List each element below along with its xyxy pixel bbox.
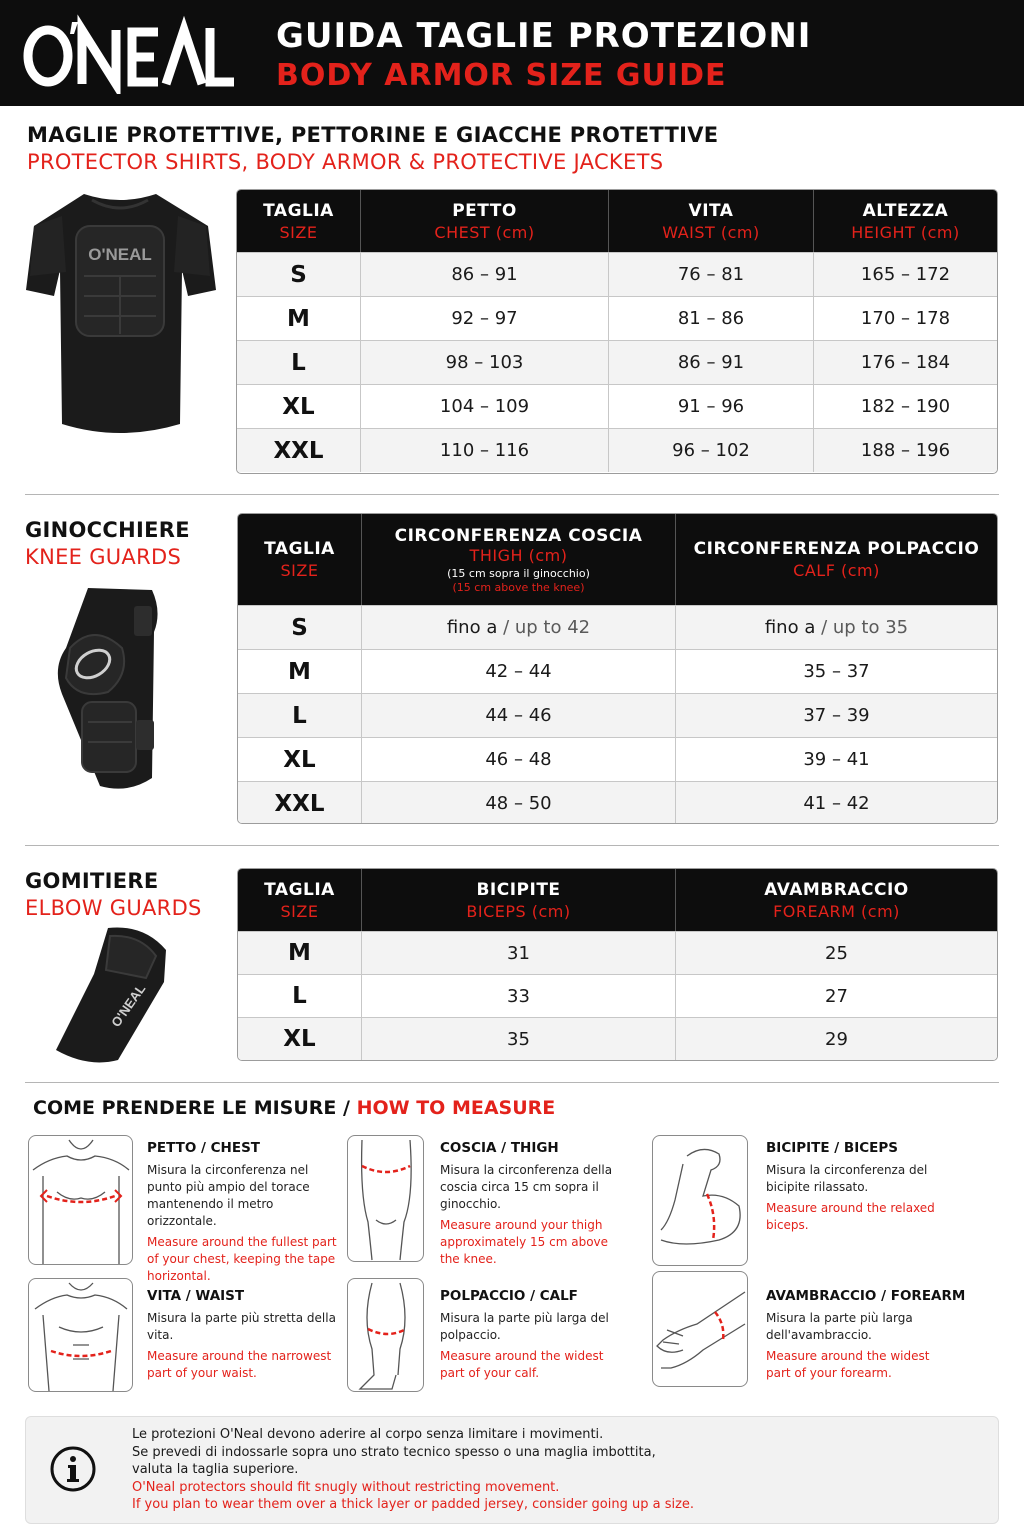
chest-instructions xyxy=(147,1140,337,1285)
calf-cell: 35 – 37 xyxy=(803,661,870,682)
table-header xyxy=(238,514,997,605)
fit-info-box xyxy=(25,1416,999,1524)
biceps-cell: 33 xyxy=(362,975,676,1017)
thigh-instructions xyxy=(440,1140,630,1268)
forearm-instructions xyxy=(766,1288,966,1382)
oneal-logo xyxy=(20,14,240,94)
size-cell: XL xyxy=(238,738,362,781)
height-cell: 165 – 172 xyxy=(860,264,951,285)
header-bar xyxy=(0,0,1024,106)
table-row xyxy=(238,693,997,737)
thigh-cell: 46 – 48 xyxy=(362,738,676,781)
chest-text-it: Misura la circonferenza nel punto più ampio del torace mantenendo il metro orizzontale. xyxy=(147,1163,310,1228)
col-label-it: CIRCONFERENZA COSCIA xyxy=(394,525,643,546)
protector-shirt-image xyxy=(22,186,218,444)
elbow-title-it: GOMITIERE xyxy=(25,869,159,893)
col-biceps xyxy=(362,869,676,931)
forearm-figure-card xyxy=(652,1271,748,1387)
calf-text-en: Measure around the widest part of your calf. xyxy=(440,1349,604,1380)
col-label-en: SIZE xyxy=(279,222,318,242)
size-cell: L xyxy=(238,975,362,1017)
col-label-it: AVAMBRACCIO xyxy=(764,879,909,900)
size-cell: XL xyxy=(238,1018,362,1060)
biceps-figure-icon xyxy=(653,1136,749,1267)
chest-cell: 98 – 103 xyxy=(361,341,609,384)
col-label-en: SIZE xyxy=(280,561,319,580)
size-cell: L xyxy=(238,694,362,737)
forearm-cell: 25 xyxy=(825,942,848,964)
svg-text:O'NEAL: O'NEAL xyxy=(88,245,152,264)
col-note-it: (15 cm sopra il ginocchio) xyxy=(447,566,590,580)
col-waist xyxy=(609,190,814,252)
thigh-cell xyxy=(362,606,676,649)
biceps-instructions xyxy=(766,1140,956,1234)
table-body xyxy=(238,605,997,824)
col-label-en: SIZE xyxy=(280,901,319,921)
section-divider xyxy=(25,494,999,495)
biceps-text-it: Misura la circonferenza del bicipite rilassato. xyxy=(766,1163,928,1194)
calf-cell: 39 – 41 xyxy=(803,749,870,770)
elbow-title-en: ELBOW GUARDS xyxy=(25,896,202,920)
col-label-it: TAGLIA xyxy=(264,879,335,900)
thigh-figure-card xyxy=(347,1135,424,1262)
col-label-en: HEIGHT (cm) xyxy=(851,222,960,242)
table-row xyxy=(238,737,997,781)
size-cell: S xyxy=(237,253,361,296)
calf-figure-card xyxy=(347,1278,424,1392)
waist-cell: 91 – 96 xyxy=(609,385,814,428)
calf-cell: 41 – 42 xyxy=(803,793,870,814)
table-row xyxy=(237,340,997,384)
size-cell: XXL xyxy=(238,782,362,824)
col-label-en: THIGH (cm) xyxy=(469,545,568,565)
biceps-cell: 35 xyxy=(362,1018,676,1060)
chest-figure-icon xyxy=(29,1136,134,1266)
knee-title-en: KNEE GUARDS xyxy=(25,545,182,569)
col-note-en: (15 cm above the knee) xyxy=(452,580,585,594)
thigh-text-en: Measure around your thigh approximately 15 cm above the knee. xyxy=(440,1218,609,1266)
chest-text-en: Measure around the fullest part of your chest, keeping the tape horizontal. xyxy=(147,1235,337,1283)
measure-title xyxy=(33,1097,555,1119)
calf-cell xyxy=(676,606,997,649)
table-row xyxy=(238,1017,997,1060)
table-row xyxy=(237,252,997,296)
col-label-it: ALTEZZA xyxy=(862,200,949,221)
height-cell: 182 – 190 xyxy=(860,396,951,417)
svg-text:O'NEAL: O'NEAL xyxy=(108,981,149,1030)
calf-figure-icon xyxy=(348,1279,425,1393)
biceps-figure-card xyxy=(652,1135,748,1266)
chest-cell: 92 – 97 xyxy=(361,297,609,340)
col-calf xyxy=(676,514,997,605)
header-title-en: BODY ARMOR SIZE GUIDE xyxy=(276,58,727,93)
waist-text-en: Measure around the narrowest part of your waist. xyxy=(147,1349,332,1380)
waist-cell: 81 – 86 xyxy=(609,297,814,340)
calf-heading: POLPACCIO / CALF xyxy=(440,1288,578,1304)
col-label-en: CHEST (cm) xyxy=(434,222,535,242)
size-cell: S xyxy=(238,606,362,649)
waist-text-it: Misura la parte più stretta della vita. xyxy=(147,1311,336,1342)
info-line-it-2: Se prevedi di indossarle sopra uno strato tecnico spesso o una maglia imbottita, xyxy=(132,1444,656,1460)
info-line-it-3: valuta la taglia superiore. xyxy=(132,1462,299,1477)
thigh-prefix: fino a xyxy=(446,617,498,638)
thigh-heading: COSCIA / THIGH xyxy=(440,1140,559,1156)
col-label-it: BICIPITE xyxy=(476,879,561,900)
waist-cell: 76 – 81 xyxy=(609,253,814,296)
info-line-en-2: If you plan to wear them over a thick layer or padded jersey, consider going up a size. xyxy=(132,1497,695,1512)
col-size xyxy=(237,190,361,252)
calf-prefix: fino a xyxy=(764,617,816,638)
shirts-title-en: PROTECTOR SHIRTS, BODY ARMOR & PROTECTIVE JACKETS xyxy=(27,150,664,174)
elbow-guard-image xyxy=(48,922,178,1068)
table-header xyxy=(238,869,997,931)
table-body xyxy=(238,931,997,1060)
col-label-it: VITA xyxy=(688,200,734,221)
biceps-text-en: Measure around the relaxed biceps. xyxy=(766,1201,935,1232)
table-row xyxy=(237,384,997,428)
col-size xyxy=(238,514,362,605)
col-label-en: BICEPS (cm) xyxy=(466,901,571,921)
calf-cell: 37 – 39 xyxy=(803,705,870,726)
size-cell: M xyxy=(237,297,361,340)
table-row xyxy=(238,974,997,1017)
table-row xyxy=(238,605,997,649)
info-line-en-1: O'Neal protectors should fit snugly without restricting movement. xyxy=(132,1479,560,1495)
elbow-size-table xyxy=(237,868,998,1061)
table-row xyxy=(237,296,997,340)
table-row xyxy=(238,649,997,693)
height-cell: 176 – 184 xyxy=(860,352,951,373)
biceps-cell: 31 xyxy=(362,932,676,974)
chest-cell: 110 – 116 xyxy=(361,429,609,472)
forearm-heading: AVAMBRACCIO / FOREARM xyxy=(766,1288,966,1304)
info-text xyxy=(132,1426,694,1514)
col-forearm xyxy=(676,869,997,931)
table-header xyxy=(237,190,997,252)
shirts-size-table xyxy=(236,189,998,474)
measure-title-it: COME PRENDERE LE MISURE / xyxy=(33,1097,350,1119)
chest-heading: PETTO / CHEST xyxy=(147,1140,261,1156)
knee-title-it: GINOCCHIERE xyxy=(25,518,190,542)
section-divider xyxy=(25,1082,999,1083)
table-row xyxy=(237,428,997,472)
thigh-cell: 44 – 46 xyxy=(362,694,676,737)
size-cell: XXL xyxy=(237,429,361,472)
forearm-text-en: Measure around the widest part of your forearm. xyxy=(766,1349,930,1380)
forearm-text-it: Misura la parte più larga dell'avambraccio. xyxy=(766,1311,913,1342)
col-label-en: WAIST (cm) xyxy=(662,222,760,242)
table-row xyxy=(238,781,997,824)
calf-text-it: Misura la parte più larga del polpaccio. xyxy=(440,1311,609,1342)
table-body xyxy=(237,252,997,472)
forearm-figure-icon xyxy=(653,1272,749,1388)
height-cell: 188 – 196 xyxy=(860,440,951,461)
chest-cell: 104 – 109 xyxy=(361,385,609,428)
chest-cell: 86 – 91 xyxy=(361,253,609,296)
info-icon xyxy=(50,1446,96,1492)
shirts-title-it: MAGLIE PROTETTIVE, PETTORINE E GIACCHE PROTETTIVE xyxy=(27,123,719,147)
biceps-heading: BICIPITE / BICEPS xyxy=(766,1140,898,1156)
col-size xyxy=(238,869,362,931)
chest-figure-card xyxy=(28,1135,133,1265)
col-label-it: CIRCONFERENZA POLPACCIO xyxy=(693,539,980,559)
size-cell: XL xyxy=(237,385,361,428)
waist-cell: 86 – 91 xyxy=(609,341,814,384)
col-label-it: TAGLIA xyxy=(263,200,334,221)
size-cell: M xyxy=(238,932,362,974)
thigh-figure-icon xyxy=(348,1136,425,1263)
size-cell: M xyxy=(238,650,362,693)
waist-figure-icon xyxy=(29,1279,134,1393)
forearm-cell: 29 xyxy=(825,1028,848,1050)
thigh-cell: 48 – 50 xyxy=(362,782,676,824)
thigh-cell: 42 – 44 xyxy=(362,650,676,693)
height-cell: 170 – 178 xyxy=(860,308,951,329)
col-label-it: PETTO xyxy=(452,200,517,221)
col-label-it: TAGLIA xyxy=(264,539,335,559)
col-chest xyxy=(361,190,609,252)
info-line-it-1: Le protezioni O'Neal devono aderire al corpo senza limitare i movimenti. xyxy=(132,1427,604,1442)
waist-cell: 96 – 102 xyxy=(609,429,814,472)
size-cell: L xyxy=(237,341,361,384)
col-label-en: FOREARM (cm) xyxy=(773,901,900,921)
waist-figure-card xyxy=(28,1278,133,1392)
header-title-it: GUIDA TAGLIE PROTEZIONI xyxy=(276,16,812,56)
thigh-suffix: / up to 42 xyxy=(503,617,591,638)
measure-title-en: HOW TO MEASURE xyxy=(356,1097,556,1119)
col-thigh xyxy=(362,514,676,605)
col-label-en: CALF (cm) xyxy=(793,561,880,580)
calf-suffix: / up to 35 xyxy=(821,617,909,638)
knee-guard-image xyxy=(48,582,166,796)
section-divider xyxy=(25,845,999,846)
knee-size-table xyxy=(237,513,998,824)
calf-instructions xyxy=(440,1288,630,1382)
thigh-text-it: Misura la circonferenza della coscia circa 15 cm sopra il ginocchio. xyxy=(440,1163,613,1211)
table-row xyxy=(238,931,997,974)
waist-heading: VITA / WAIST xyxy=(147,1288,245,1304)
waist-instructions xyxy=(147,1288,337,1382)
forearm-cell: 27 xyxy=(825,985,848,1007)
col-height xyxy=(814,190,997,252)
